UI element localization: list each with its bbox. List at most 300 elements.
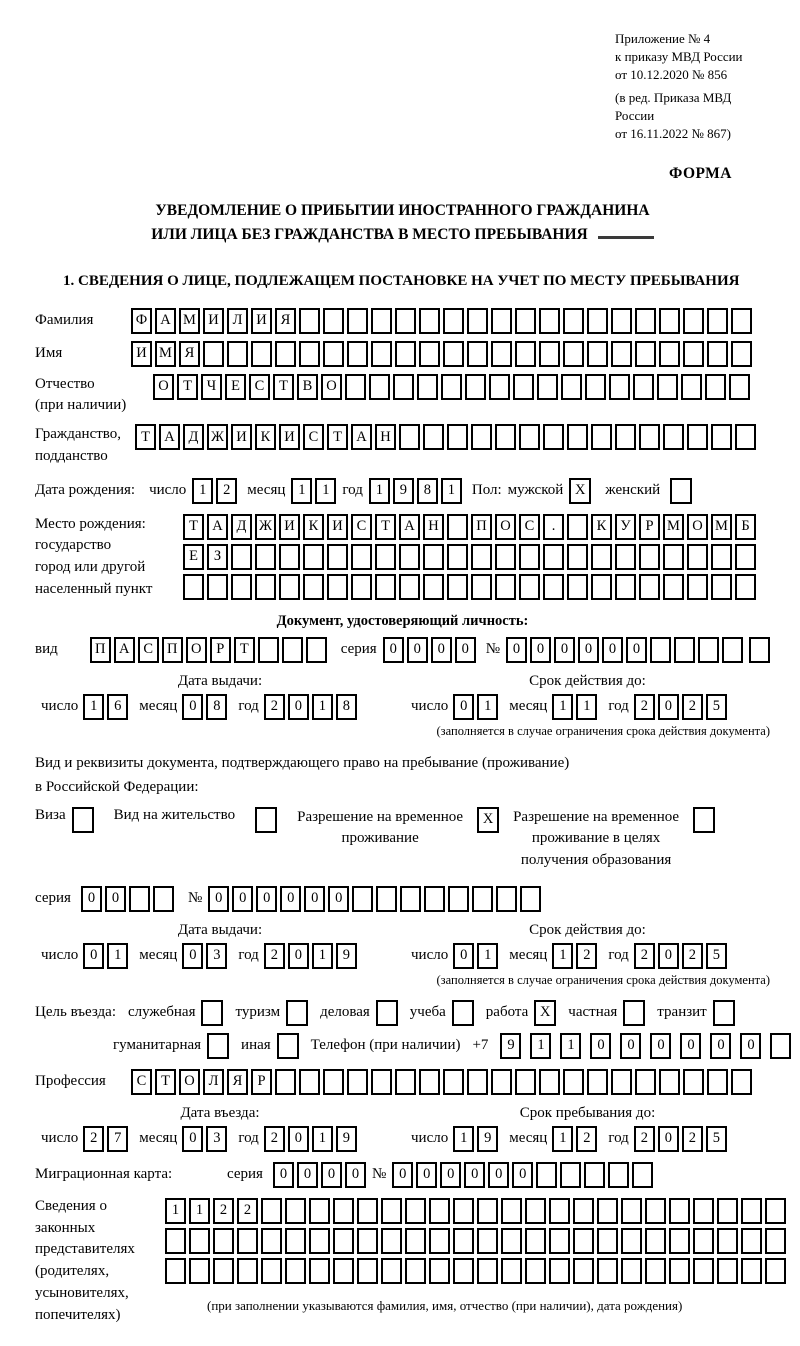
char-cell[interactable]: 3 bbox=[206, 1126, 227, 1152]
char-cell[interactable] bbox=[303, 544, 324, 570]
char-cell[interactable] bbox=[323, 1069, 344, 1095]
char-cell[interactable]: 0 bbox=[321, 1162, 342, 1188]
char-cell[interactable] bbox=[674, 637, 695, 663]
char-cell[interactable] bbox=[275, 341, 296, 367]
char-cell[interactable] bbox=[381, 1198, 402, 1224]
char-cell[interactable]: 0 bbox=[453, 694, 474, 720]
char-cell[interactable] bbox=[573, 1228, 594, 1254]
char-cell[interactable] bbox=[429, 1198, 450, 1224]
char-cell[interactable]: 7 bbox=[107, 1126, 128, 1152]
char-cell[interactable] bbox=[621, 1198, 642, 1224]
char-cell[interactable]: С bbox=[131, 1069, 152, 1095]
char-cell[interactable] bbox=[611, 1069, 632, 1095]
char-cell[interactable] bbox=[621, 1228, 642, 1254]
char-cell[interactable]: 0 bbox=[182, 694, 203, 720]
char-cell[interactable]: 1 bbox=[192, 478, 213, 504]
char-cell[interactable] bbox=[560, 1162, 581, 1188]
char-cell[interactable] bbox=[669, 1228, 690, 1254]
char-cell[interactable] bbox=[299, 308, 320, 334]
char-cell[interactable] bbox=[645, 1258, 666, 1284]
char-cell[interactable] bbox=[453, 1228, 474, 1254]
char-cell[interactable] bbox=[611, 341, 632, 367]
char-cell[interactable]: И bbox=[279, 424, 300, 450]
char-cell[interactable]: 6 bbox=[107, 694, 128, 720]
char-cell[interactable] bbox=[261, 1228, 282, 1254]
char-cell[interactable] bbox=[543, 424, 564, 450]
char-cell[interactable] bbox=[543, 574, 564, 600]
char-cell[interactable] bbox=[189, 1258, 210, 1284]
char-cell[interactable] bbox=[563, 1069, 584, 1095]
char-cell[interactable]: 0 bbox=[431, 637, 452, 663]
char-cell[interactable] bbox=[399, 574, 420, 600]
char-cell[interactable]: Б bbox=[735, 514, 756, 540]
char-cell[interactable] bbox=[765, 1258, 786, 1284]
char-cell[interactable] bbox=[669, 1258, 690, 1284]
char-cell[interactable]: О bbox=[321, 374, 342, 400]
female-checkbox[interactable] bbox=[670, 478, 692, 504]
char-cell[interactable] bbox=[496, 886, 517, 912]
char-cell[interactable] bbox=[663, 424, 684, 450]
char-cell[interactable] bbox=[501, 1198, 522, 1224]
char-cell[interactable] bbox=[467, 1069, 488, 1095]
char-cell[interactable] bbox=[515, 1069, 536, 1095]
char-cell[interactable]: 9 bbox=[336, 1126, 357, 1152]
char-cell[interactable]: 0 bbox=[345, 1162, 366, 1188]
char-cell[interactable] bbox=[371, 308, 392, 334]
char-cell[interactable] bbox=[687, 574, 708, 600]
char-cell[interactable] bbox=[731, 308, 752, 334]
char-cell[interactable]: Т bbox=[183, 514, 204, 540]
char-cell[interactable]: М bbox=[663, 514, 684, 540]
char-cell[interactable]: У bbox=[615, 514, 636, 540]
char-cell[interactable]: . bbox=[543, 514, 564, 540]
char-cell[interactable]: 2 bbox=[264, 943, 285, 969]
char-cell[interactable]: 0 bbox=[407, 637, 428, 663]
char-cell[interactable] bbox=[203, 341, 224, 367]
char-cell[interactable] bbox=[275, 1069, 296, 1095]
char-cell[interactable]: 0 bbox=[512, 1162, 533, 1188]
char-cell[interactable] bbox=[309, 1198, 330, 1224]
char-cell[interactable]: 0 bbox=[590, 1033, 611, 1059]
char-cell[interactable] bbox=[707, 1069, 728, 1095]
char-cell[interactable] bbox=[765, 1198, 786, 1224]
char-cell[interactable] bbox=[357, 1228, 378, 1254]
char-cell[interactable]: 0 bbox=[297, 1162, 318, 1188]
char-cell[interactable] bbox=[417, 374, 438, 400]
char-cell[interactable] bbox=[477, 1198, 498, 1224]
char-cell[interactable] bbox=[405, 1258, 426, 1284]
char-cell[interactable] bbox=[539, 341, 560, 367]
char-cell[interactable]: 8 bbox=[336, 694, 357, 720]
char-cell[interactable] bbox=[519, 574, 540, 600]
char-cell[interactable] bbox=[633, 374, 654, 400]
char-cell[interactable]: 1 bbox=[312, 694, 333, 720]
char-cell[interactable] bbox=[729, 374, 750, 400]
char-cell[interactable] bbox=[495, 544, 516, 570]
char-cell[interactable] bbox=[722, 637, 743, 663]
char-cell[interactable] bbox=[371, 341, 392, 367]
char-cell[interactable]: 0 bbox=[658, 1126, 679, 1152]
char-cell[interactable] bbox=[419, 341, 440, 367]
char-cell[interactable] bbox=[467, 308, 488, 334]
char-cell[interactable]: И bbox=[279, 514, 300, 540]
char-cell[interactable]: 0 bbox=[554, 637, 575, 663]
char-cell[interactable] bbox=[683, 341, 704, 367]
char-cell[interactable] bbox=[357, 1198, 378, 1224]
char-cell[interactable]: 0 bbox=[273, 1162, 294, 1188]
char-cell[interactable]: 0 bbox=[83, 943, 104, 969]
char-cell[interactable]: 0 bbox=[506, 637, 527, 663]
char-cell[interactable] bbox=[279, 574, 300, 600]
char-cell[interactable]: 1 bbox=[552, 943, 573, 969]
char-cell[interactable]: 0 bbox=[256, 886, 277, 912]
char-cell[interactable] bbox=[501, 1228, 522, 1254]
char-cell[interactable]: 0 bbox=[182, 943, 203, 969]
char-cell[interactable] bbox=[741, 1198, 762, 1224]
char-cell[interactable]: 2 bbox=[213, 1198, 234, 1224]
char-cell[interactable] bbox=[183, 574, 204, 600]
char-cell[interactable]: Я bbox=[275, 308, 296, 334]
char-cell[interactable]: Е bbox=[183, 544, 204, 570]
char-cell[interactable]: 0 bbox=[383, 637, 404, 663]
char-cell[interactable] bbox=[717, 1228, 738, 1254]
char-cell[interactable] bbox=[309, 1228, 330, 1254]
char-cell[interactable]: 1 bbox=[441, 478, 462, 504]
char-cell[interactable]: 1 bbox=[315, 478, 336, 504]
char-cell[interactable] bbox=[611, 308, 632, 334]
char-cell[interactable] bbox=[621, 1258, 642, 1284]
char-cell[interactable] bbox=[399, 544, 420, 570]
char-cell[interactable] bbox=[597, 1258, 618, 1284]
char-cell[interactable] bbox=[765, 1228, 786, 1254]
char-cell[interactable] bbox=[639, 424, 660, 450]
char-cell[interactable]: М bbox=[179, 308, 200, 334]
char-cell[interactable]: Л bbox=[203, 1069, 224, 1095]
char-cell[interactable] bbox=[539, 1069, 560, 1095]
char-cell[interactable]: О bbox=[186, 637, 207, 663]
char-cell[interactable] bbox=[525, 1258, 546, 1284]
char-cell[interactable] bbox=[707, 308, 728, 334]
char-cell[interactable]: Р bbox=[251, 1069, 272, 1095]
char-cell[interactable]: 9 bbox=[336, 943, 357, 969]
char-cell[interactable]: П bbox=[471, 514, 492, 540]
char-cell[interactable]: А bbox=[155, 308, 176, 334]
char-cell[interactable]: 0 bbox=[288, 1126, 309, 1152]
char-cell[interactable] bbox=[491, 1069, 512, 1095]
char-cell[interactable] bbox=[597, 1228, 618, 1254]
char-cell[interactable] bbox=[237, 1228, 258, 1254]
char-cell[interactable] bbox=[423, 424, 444, 450]
char-cell[interactable] bbox=[165, 1228, 186, 1254]
char-cell[interactable] bbox=[549, 1198, 570, 1224]
char-cell[interactable] bbox=[309, 1258, 330, 1284]
char-cell[interactable] bbox=[591, 424, 612, 450]
char-cell[interactable] bbox=[567, 514, 588, 540]
char-cell[interactable]: 0 bbox=[105, 886, 126, 912]
char-cell[interactable] bbox=[419, 1069, 440, 1095]
char-cell[interactable] bbox=[400, 886, 421, 912]
char-cell[interactable] bbox=[347, 308, 368, 334]
char-cell[interactable]: Т bbox=[327, 424, 348, 450]
char-cell[interactable]: 9 bbox=[477, 1126, 498, 1152]
char-cell[interactable] bbox=[717, 1198, 738, 1224]
char-cell[interactable] bbox=[537, 374, 558, 400]
char-cell[interactable] bbox=[207, 574, 228, 600]
char-cell[interactable]: 1 bbox=[107, 943, 128, 969]
char-cell[interactable] bbox=[735, 424, 756, 450]
char-cell[interactable]: М bbox=[155, 341, 176, 367]
char-cell[interactable] bbox=[615, 574, 636, 600]
char-cell[interactable] bbox=[306, 637, 327, 663]
char-cell[interactable] bbox=[539, 308, 560, 334]
char-cell[interactable] bbox=[519, 424, 540, 450]
purpose-transit-checkbox[interactable] bbox=[713, 1000, 735, 1026]
char-cell[interactable] bbox=[525, 1198, 546, 1224]
char-cell[interactable] bbox=[347, 341, 368, 367]
char-cell[interactable] bbox=[345, 374, 366, 400]
char-cell[interactable] bbox=[705, 374, 726, 400]
char-cell[interactable]: 1 bbox=[530, 1033, 551, 1059]
char-cell[interactable] bbox=[467, 341, 488, 367]
char-cell[interactable] bbox=[237, 1258, 258, 1284]
char-cell[interactable]: 2 bbox=[216, 478, 237, 504]
purpose-other-checkbox[interactable] bbox=[277, 1033, 299, 1059]
char-cell[interactable] bbox=[395, 308, 416, 334]
char-cell[interactable] bbox=[489, 374, 510, 400]
char-cell[interactable] bbox=[615, 424, 636, 450]
char-cell[interactable] bbox=[375, 544, 396, 570]
char-cell[interactable] bbox=[711, 424, 732, 450]
char-cell[interactable]: 2 bbox=[264, 1126, 285, 1152]
char-cell[interactable] bbox=[587, 308, 608, 334]
char-cell[interactable] bbox=[405, 1228, 426, 1254]
char-cell[interactable]: 0 bbox=[710, 1033, 731, 1059]
purpose-study-checkbox[interactable] bbox=[452, 1000, 474, 1026]
char-cell[interactable] bbox=[584, 1162, 605, 1188]
char-cell[interactable]: А bbox=[351, 424, 372, 450]
char-cell[interactable] bbox=[447, 514, 468, 540]
char-cell[interactable]: Т bbox=[234, 637, 255, 663]
char-cell[interactable] bbox=[357, 1258, 378, 1284]
char-cell[interactable] bbox=[495, 424, 516, 450]
char-cell[interactable] bbox=[429, 1228, 450, 1254]
char-cell[interactable]: 0 bbox=[620, 1033, 641, 1059]
char-cell[interactable] bbox=[663, 544, 684, 570]
char-cell[interactable] bbox=[333, 1198, 354, 1224]
char-cell[interactable]: 1 bbox=[312, 1126, 333, 1152]
char-cell[interactable] bbox=[585, 374, 606, 400]
char-cell[interactable] bbox=[333, 1258, 354, 1284]
char-cell[interactable] bbox=[519, 544, 540, 570]
char-cell[interactable] bbox=[645, 1228, 666, 1254]
char-cell[interactable] bbox=[429, 1258, 450, 1284]
char-cell[interactable]: И bbox=[203, 308, 224, 334]
char-cell[interactable] bbox=[495, 574, 516, 600]
char-cell[interactable] bbox=[567, 574, 588, 600]
char-cell[interactable]: О bbox=[153, 374, 174, 400]
char-cell[interactable] bbox=[520, 886, 541, 912]
char-cell[interactable]: 0 bbox=[304, 886, 325, 912]
char-cell[interactable] bbox=[687, 544, 708, 570]
char-cell[interactable] bbox=[327, 544, 348, 570]
char-cell[interactable] bbox=[561, 374, 582, 400]
char-cell[interactable] bbox=[693, 1258, 714, 1284]
char-cell[interactable]: 0 bbox=[602, 637, 623, 663]
char-cell[interactable] bbox=[659, 308, 680, 334]
char-cell[interactable] bbox=[741, 1258, 762, 1284]
char-cell[interactable]: Л bbox=[227, 308, 248, 334]
char-cell[interactable]: 5 bbox=[706, 694, 727, 720]
char-cell[interactable] bbox=[501, 1258, 522, 1284]
char-cell[interactable]: 1 bbox=[291, 478, 312, 504]
char-cell[interactable] bbox=[213, 1228, 234, 1254]
char-cell[interactable]: 0 bbox=[232, 886, 253, 912]
char-cell[interactable]: 3 bbox=[206, 943, 227, 969]
char-cell[interactable]: 9 bbox=[393, 478, 414, 504]
char-cell[interactable] bbox=[635, 341, 656, 367]
char-cell[interactable]: Ф bbox=[131, 308, 152, 334]
char-cell[interactable]: 1 bbox=[477, 694, 498, 720]
char-cell[interactable] bbox=[491, 308, 512, 334]
char-cell[interactable]: 0 bbox=[530, 637, 551, 663]
char-cell[interactable]: 0 bbox=[650, 1033, 671, 1059]
char-cell[interactable] bbox=[683, 1069, 704, 1095]
char-cell[interactable]: С bbox=[303, 424, 324, 450]
char-cell[interactable] bbox=[258, 637, 279, 663]
char-cell[interactable]: И bbox=[131, 341, 152, 367]
char-cell[interactable] bbox=[323, 341, 344, 367]
char-cell[interactable]: 1 bbox=[312, 943, 333, 969]
char-cell[interactable] bbox=[591, 544, 612, 570]
residence-permit-checkbox[interactable] bbox=[255, 807, 277, 833]
char-cell[interactable] bbox=[352, 886, 373, 912]
char-cell[interactable]: 8 bbox=[417, 478, 438, 504]
char-cell[interactable] bbox=[615, 544, 636, 570]
char-cell[interactable] bbox=[587, 341, 608, 367]
char-cell[interactable] bbox=[303, 574, 324, 600]
char-cell[interactable]: 0 bbox=[440, 1162, 461, 1188]
char-cell[interactable]: С bbox=[249, 374, 270, 400]
char-cell[interactable] bbox=[447, 544, 468, 570]
char-cell[interactable] bbox=[477, 1228, 498, 1254]
char-cell[interactable] bbox=[711, 544, 732, 570]
char-cell[interactable]: 1 bbox=[552, 694, 573, 720]
char-cell[interactable]: Ж bbox=[255, 514, 276, 540]
char-cell[interactable]: О bbox=[495, 514, 516, 540]
char-cell[interactable] bbox=[650, 637, 671, 663]
char-cell[interactable] bbox=[597, 1198, 618, 1224]
char-cell[interactable] bbox=[231, 574, 252, 600]
char-cell[interactable] bbox=[639, 544, 660, 570]
char-cell[interactable] bbox=[443, 1069, 464, 1095]
char-cell[interactable]: 2 bbox=[634, 1126, 655, 1152]
char-cell[interactable] bbox=[573, 1198, 594, 1224]
char-cell[interactable]: Т bbox=[177, 374, 198, 400]
char-cell[interactable]: 1 bbox=[453, 1126, 474, 1152]
char-cell[interactable] bbox=[573, 1258, 594, 1284]
char-cell[interactable]: 2 bbox=[576, 1126, 597, 1152]
char-cell[interactable]: 2 bbox=[264, 694, 285, 720]
char-cell[interactable] bbox=[567, 544, 588, 570]
char-cell[interactable] bbox=[327, 574, 348, 600]
char-cell[interactable] bbox=[285, 1228, 306, 1254]
char-cell[interactable] bbox=[663, 574, 684, 600]
char-cell[interactable]: 5 bbox=[706, 1126, 727, 1152]
char-cell[interactable]: 0 bbox=[658, 943, 679, 969]
char-cell[interactable]: 2 bbox=[682, 943, 703, 969]
char-cell[interactable] bbox=[129, 886, 150, 912]
char-cell[interactable]: 2 bbox=[682, 1126, 703, 1152]
purpose-private-checkbox[interactable] bbox=[623, 1000, 645, 1026]
char-cell[interactable] bbox=[371, 1069, 392, 1095]
char-cell[interactable] bbox=[645, 1198, 666, 1224]
char-cell[interactable]: Р bbox=[210, 637, 231, 663]
char-cell[interactable] bbox=[513, 374, 534, 400]
temp-residence-education-checkbox[interactable] bbox=[693, 807, 715, 833]
char-cell[interactable] bbox=[693, 1228, 714, 1254]
char-cell[interactable] bbox=[608, 1162, 629, 1188]
char-cell[interactable] bbox=[635, 1069, 656, 1095]
char-cell[interactable] bbox=[711, 574, 732, 600]
char-cell[interactable] bbox=[282, 637, 303, 663]
char-cell[interactable] bbox=[419, 308, 440, 334]
char-cell[interactable]: Н bbox=[423, 514, 444, 540]
char-cell[interactable]: Е bbox=[225, 374, 246, 400]
char-cell[interactable]: И bbox=[231, 424, 252, 450]
char-cell[interactable] bbox=[285, 1258, 306, 1284]
char-cell[interactable] bbox=[536, 1162, 557, 1188]
char-cell[interactable] bbox=[515, 308, 536, 334]
char-cell[interactable]: К bbox=[591, 514, 612, 540]
char-cell[interactable] bbox=[447, 574, 468, 600]
purpose-work-checkbox[interactable]: X bbox=[534, 1000, 556, 1026]
char-cell[interactable] bbox=[261, 1198, 282, 1224]
char-cell[interactable]: 1 bbox=[477, 943, 498, 969]
char-cell[interactable] bbox=[471, 544, 492, 570]
char-cell[interactable] bbox=[375, 574, 396, 600]
char-cell[interactable]: 0 bbox=[182, 1126, 203, 1152]
char-cell[interactable]: 0 bbox=[680, 1033, 701, 1059]
char-cell[interactable]: 1 bbox=[576, 694, 597, 720]
char-cell[interactable]: 1 bbox=[189, 1198, 210, 1224]
char-cell[interactable]: Т bbox=[273, 374, 294, 400]
char-cell[interactable] bbox=[405, 1198, 426, 1224]
char-cell[interactable] bbox=[687, 424, 708, 450]
char-cell[interactable] bbox=[591, 574, 612, 600]
char-cell[interactable]: 1 bbox=[83, 694, 104, 720]
char-cell[interactable] bbox=[543, 544, 564, 570]
char-cell[interactable] bbox=[351, 574, 372, 600]
char-cell[interactable] bbox=[707, 341, 728, 367]
char-cell[interactable]: 0 bbox=[416, 1162, 437, 1188]
char-cell[interactable]: Ж bbox=[207, 424, 228, 450]
char-cell[interactable] bbox=[683, 308, 704, 334]
char-cell[interactable]: Т bbox=[155, 1069, 176, 1095]
char-cell[interactable] bbox=[515, 341, 536, 367]
char-cell[interactable] bbox=[669, 1198, 690, 1224]
char-cell[interactable] bbox=[635, 308, 656, 334]
char-cell[interactable] bbox=[153, 886, 174, 912]
char-cell[interactable]: А bbox=[207, 514, 228, 540]
char-cell[interactable]: 1 bbox=[369, 478, 390, 504]
visa-checkbox[interactable] bbox=[72, 807, 94, 833]
char-cell[interactable]: 0 bbox=[280, 886, 301, 912]
char-cell[interactable] bbox=[231, 544, 252, 570]
char-cell[interactable]: Д bbox=[231, 514, 252, 540]
char-cell[interactable]: И bbox=[327, 514, 348, 540]
char-cell[interactable]: Я bbox=[227, 1069, 248, 1095]
char-cell[interactable]: Ч bbox=[201, 374, 222, 400]
